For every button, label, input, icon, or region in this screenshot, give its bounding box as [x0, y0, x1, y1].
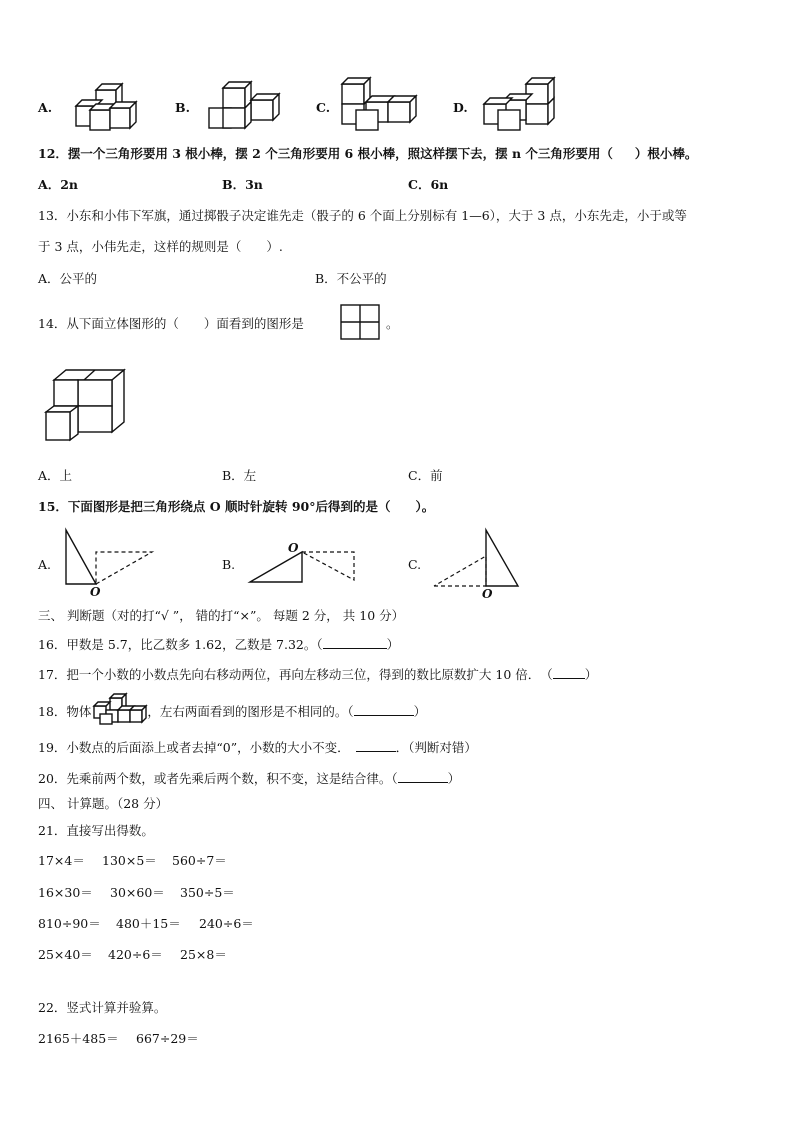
- q17-end: ）: [584, 667, 598, 682]
- q21-item: 25×40＝: [38, 947, 93, 962]
- q11-option-d-label: D.: [453, 100, 468, 115]
- q15-figure-a-point-o: O: [90, 585, 101, 599]
- q17-text: [38, 666, 597, 683]
- q21-item: 25×8＝: [180, 947, 227, 962]
- q12-stem: [38, 146, 697, 162]
- q21-item: 240÷6＝: [199, 916, 254, 931]
- q20-stem: 20．先乘前两个数，或者先乘后两个数，积不变，这是结合律。（: [38, 771, 398, 786]
- q20-answer-blank[interactable]: [398, 770, 448, 783]
- q14-stem-part2: 。: [386, 316, 399, 331]
- q12-stem-part1: 12．摆一个三角形要用 3 根小棒，摆 2 个三角形要用 6 根小棒，照这样摆下去，摆 n 个三角形要用（: [38, 146, 613, 161]
- q14-stem-part1: 14．从下面立体图形的（ ）面看到的图形是: [38, 316, 304, 331]
- q16-stem: 16．甲数是 5.7，比乙数多 1.62，乙数是 7.32。（: [38, 637, 323, 652]
- q14-solid-figure: [44, 368, 124, 444]
- q22-item: 2165＋485＝: [38, 1031, 119, 1046]
- q19-answer-blank[interactable]: [356, 739, 396, 752]
- q15-figure-c-point-o: O: [482, 587, 493, 601]
- q13-option-a: A．公平的: [38, 271, 98, 286]
- q16-end: ）: [386, 637, 400, 652]
- q15-figure-c: [430, 528, 522, 600]
- q16-answer-blank[interactable]: [323, 636, 387, 649]
- q14-option-c: C．前: [408, 468, 443, 483]
- q13-stem-line1: 13．小东和小伟下军旗，通过掷骰子决定谁先走（骰子的 6 个面上分别标有 1—6），大于 3 点，小东先走，小于或等: [38, 208, 687, 223]
- q12-option-c: C．6n: [408, 177, 449, 192]
- q18-stem-part1: 18．物体: [38, 704, 92, 719]
- q15-option-b-label: B.: [222, 557, 236, 572]
- q21-item: 560÷7＝: [172, 853, 227, 868]
- q18-end: ）: [413, 704, 427, 719]
- q11-figure-b: [203, 82, 281, 134]
- q15-stem: 15．下面图形是把三角形绕点 O 顺时针旋转 90°后得到的是（ ）。: [38, 499, 435, 514]
- q21-item: 17×4＝: [38, 853, 85, 868]
- q20-text: [38, 770, 460, 787]
- section3-title: 三、 判断题（对的打“√ ”， 错的打“×”。 每题 2 分， 共 10 分）: [38, 608, 405, 623]
- q21-title: 21．直接写出得数。: [38, 823, 154, 838]
- q11-figure-a: [66, 82, 142, 134]
- q19-text: [38, 739, 477, 756]
- q14-view-grid-figure: [340, 304, 380, 340]
- q12-option-a: A．2n: [38, 177, 78, 192]
- q19-suffix: ．（判断对错）: [395, 740, 477, 755]
- q15-option-c-label: C.: [408, 557, 422, 572]
- q13-stem-line2: 于 3 点，小伟先走，这样的规则是（ ）.: [38, 239, 283, 254]
- q14-option-a: A．上: [38, 468, 73, 483]
- q14-option-b: B．左: [222, 468, 257, 483]
- q11-figure-c: [338, 76, 418, 134]
- q21-item: 16×30＝: [38, 885, 93, 900]
- q15-option-a-label: A.: [38, 557, 52, 572]
- q21-item: 350÷5＝: [180, 885, 235, 900]
- q18-answer-blank[interactable]: [354, 703, 414, 716]
- q22-item: 667÷29＝: [136, 1031, 199, 1046]
- q22-title: 22．竖式计算并验算。: [38, 1000, 167, 1015]
- q11-option-a-label: A.: [38, 100, 53, 115]
- q15-figure-b-point-o: O: [288, 541, 299, 555]
- q11-figure-d: [480, 76, 560, 134]
- q11-option-c-label: C.: [316, 100, 331, 115]
- q18-object-figure: [92, 692, 150, 726]
- q15-figure-b: [248, 540, 360, 592]
- q18-stem-part2: ，左右两面看到的图形是不相同的。（: [147, 704, 354, 719]
- q12-stem-part2: ）根小棒。: [634, 146, 698, 161]
- q12-option-b: B．3n: [222, 177, 263, 192]
- q17-stem: 17．把一个小数的小数点先向右移动两位，再向左移动三位，得到的数比原数扩大 10 倍． （: [38, 667, 553, 682]
- q11-option-b-label: B.: [175, 100, 190, 115]
- q21-item: 30×60＝: [110, 885, 165, 900]
- q15-figure-a: [62, 528, 158, 598]
- section4-title: 四、 计算题。（28 分）: [38, 796, 169, 811]
- q17-answer-blank[interactable]: [553, 666, 585, 679]
- q21-item: 810÷90＝: [38, 916, 101, 931]
- q21-item: 480＋15＝: [116, 916, 181, 931]
- q13-option-b: B．不公平的: [315, 271, 387, 286]
- q20-end: ）: [447, 771, 461, 786]
- q21-item: 130×5＝: [102, 853, 157, 868]
- q16-text: [38, 636, 399, 653]
- q19-stem: 19．小数点的后面添上或者去掉“0”，小数的大小不变．: [38, 740, 350, 755]
- q21-item: 420÷6＝: [108, 947, 163, 962]
